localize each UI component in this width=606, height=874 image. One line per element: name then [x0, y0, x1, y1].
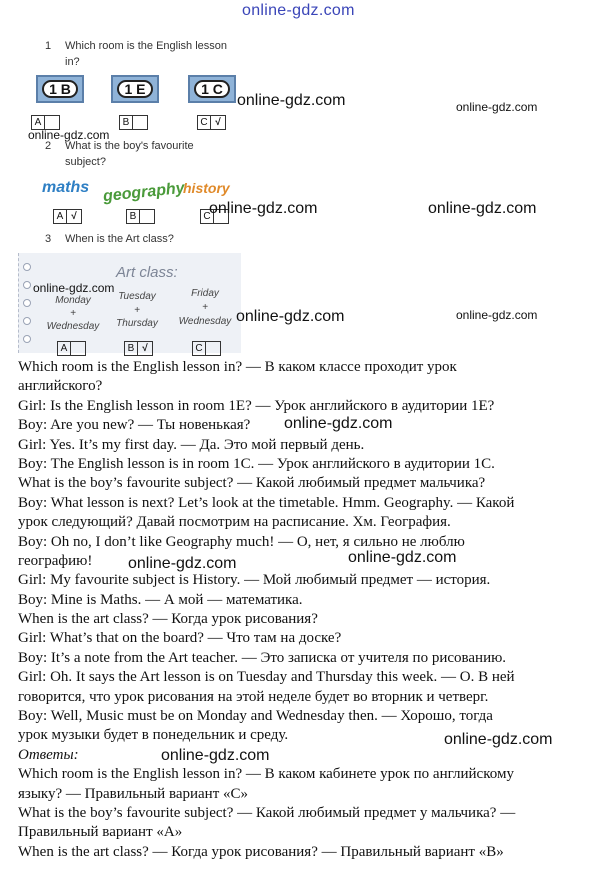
watermark: online-gdz.com	[428, 200, 537, 217]
option-b-day-1: Tuesday	[118, 291, 156, 302]
question-text: subject?	[65, 156, 106, 168]
site-header[interactable]: online-gdz.com	[242, 2, 355, 19]
answer-checkbox-b[interactable]: B	[119, 115, 148, 130]
watermark: online-gdz.com	[456, 308, 538, 322]
watermark: online-gdz.com	[28, 128, 110, 142]
option-a-day-2: Wednesday	[46, 321, 100, 332]
answer-checkbox-a[interactable]: A	[31, 115, 60, 130]
answer-checkbox-c[interactable]: C	[200, 209, 229, 224]
watermark: online-gdz.com	[456, 100, 538, 114]
subject-history-label: history	[183, 180, 230, 196]
binder-hole-icon	[23, 335, 31, 343]
answer-line: Правильный вариант «A»	[18, 824, 183, 841]
question-1	[45, 38, 227, 70]
watermark: online-gdz.com	[209, 200, 318, 217]
option-b-day-2: Thursday	[116, 318, 158, 329]
binder-hole-icon	[23, 263, 31, 271]
text-line: английского?	[18, 378, 103, 395]
text-line: Girl: Is the English lesson in room 1E? — Урок английского в аудитории 1E?	[18, 397, 495, 414]
text-line: Boy: Oh no, I don’t like Geography much! — О, нет, я сильно не люблю	[18, 533, 465, 550]
answer-checkbox-b[interactable]: B	[126, 209, 155, 224]
answer-line: What is the boy’s favourite subject? — Какой любимый предмет у мальчика? —	[18, 804, 516, 821]
question-number: 1	[45, 40, 52, 52]
watermark: online-gdz.com	[161, 747, 270, 764]
question-text: Which room is the English lesson	[65, 40, 228, 52]
text-line: Girl: My favourite subject is History. — Мой любимый предмет — история.	[18, 572, 491, 589]
watermark: online-gdz.com	[348, 549, 457, 566]
answer-line: When is the art class? — Когда урок рисования? — Правильный вариант «B»	[18, 843, 504, 860]
option-c-day-2: Wednesday	[178, 316, 232, 327]
text-line: урок следующий? Давай посмотрим на расписание. Хм. География.	[18, 514, 451, 531]
watermark: online-gdz.com	[444, 731, 553, 748]
text-line: When is the art class? — Когда урок рисования?	[18, 611, 318, 628]
room-sign-1b	[36, 75, 84, 103]
check-mark-icon: √	[71, 211, 77, 222]
text-line: Boy: It’s a note from the Art teacher. — Это записка от учителя по рисованию.	[18, 649, 507, 666]
answers-heading: Ответы:	[18, 746, 79, 763]
text-line: урок музыки будет в понедельник и среду.	[18, 727, 289, 744]
answer-line: Which room is the English lesson in? — В каком кабинете урок по английскому	[18, 766, 514, 783]
subject-geography-label: geography	[102, 179, 186, 206]
question-text: When is the Art class?	[65, 233, 174, 245]
answer-checkbox-a[interactable]: A	[57, 341, 86, 356]
text-line: Boy: Are you new? — Ты новенькая?	[18, 417, 251, 434]
question-2	[45, 138, 194, 170]
subject-maths-label: maths	[42, 179, 90, 196]
option-a-plus: +	[70, 308, 76, 319]
option-b-plus: +	[134, 305, 140, 316]
answer-checkbox-b[interactable]: B √	[124, 341, 153, 356]
room-label: 1 C	[194, 80, 230, 98]
room-sign-1e	[111, 75, 159, 103]
binder-hole-icon	[23, 299, 31, 307]
answer-checkbox-a[interactable]: A √	[53, 209, 82, 224]
watermark: online-gdz.com	[237, 92, 346, 109]
watermark: online-gdz.com	[284, 415, 393, 432]
room-sign-1c	[188, 75, 236, 103]
text-line: Girl: What’s that on the board? — Что там на доске?	[18, 630, 342, 647]
question-text: in?	[65, 56, 80, 68]
option-c-plus: +	[202, 302, 208, 313]
text-line: Girl: Oh. It says the Art lesson is on Tuesday and Thursday this week. — О. В ней	[18, 669, 515, 686]
question-text: What is the boy's favourite	[65, 140, 194, 152]
text-line: Boy: The English lesson is in room 1C. — Урок английского в аудитории 1C.	[18, 455, 495, 472]
question-3	[45, 231, 174, 247]
text-line: What is the boy’s favourite subject? — Какой любимый предмет мальчика?	[18, 475, 486, 492]
watermark: online-gdz.com	[236, 308, 345, 325]
text-line: Boy: Well, Music must be on Monday and Wednesday then. — Хорошо, тогда	[18, 708, 493, 725]
answer-checkbox-c[interactable]: C √	[197, 115, 226, 130]
text-line: говорится, что урок рисования на этой неделе будет во вторник и четверг.	[18, 688, 489, 705]
check-mark-icon: √	[215, 117, 221, 128]
text-line: Girl: Yes. It’s my first day. — Да. Это мой первый день.	[18, 436, 365, 453]
transcript	[18, 358, 598, 862]
option-a-day-1: Monday	[55, 295, 91, 306]
answer-checkbox-c[interactable]: C	[192, 341, 221, 356]
room-label: 1 E	[117, 80, 153, 98]
text-line: Boy: Mine is Maths. — А мой — математика.	[18, 591, 303, 608]
room-label: 1 B	[42, 80, 78, 98]
art-class-title: Art class:	[116, 264, 178, 281]
question-number: 3	[45, 233, 52, 245]
answer-line: языку? — Правильный вариант «C»	[18, 785, 249, 802]
watermark: online-gdz.com	[128, 555, 237, 572]
text-line: Which room is the English lesson in? — В каком классе проходит урок	[18, 359, 457, 375]
check-mark-icon: √	[142, 343, 148, 354]
binder-hole-icon	[23, 281, 31, 289]
text-line: географию!	[18, 552, 93, 569]
binder-hole-icon	[23, 317, 31, 325]
text-line: Boy: What lesson is next? Let’s look at the timetable. Hmm. Geography. — Какой	[18, 494, 515, 511]
watermark: online-gdz.com	[33, 281, 115, 295]
option-c-day-1: Friday	[191, 288, 219, 299]
question-number: 2	[45, 140, 52, 152]
